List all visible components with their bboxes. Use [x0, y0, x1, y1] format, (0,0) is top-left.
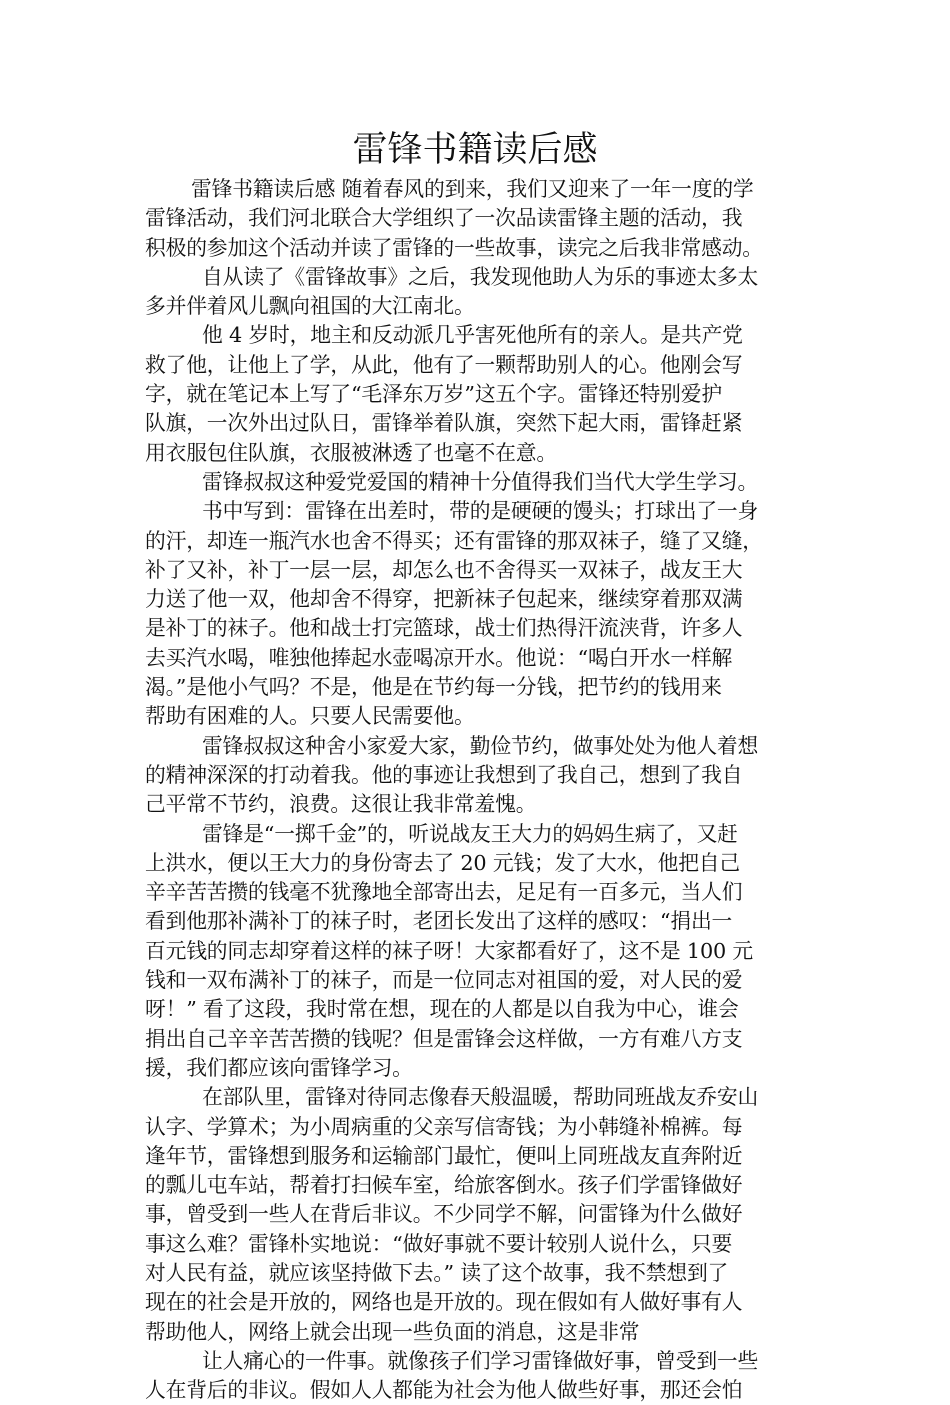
- text-line: 雷锋是“一掷千金”的，听说战友王大力的妈妈生病了，又赶: [202, 821, 738, 846]
- text-line: 事，曾受到一些人在背后非议。不少同学不解，问雷锋为什么做好: [145, 1202, 743, 1227]
- text-line: 救了他，让他上了学，从此，他有了一颗帮助别人的心。他刚会写: [145, 352, 743, 377]
- text-line: 队旗，一次外出过队日，雷锋举着队旗，突然下起大雨，雷锋赶紧: [145, 411, 743, 436]
- text-line: 补了又补，补丁一层一层，却怎么也不舍得买一双袜子，战友王大: [145, 557, 743, 582]
- text-line: 自从读了《雷锋故事》之后，我发现他助人为乐的事迹太多太: [202, 264, 759, 289]
- text-line: 去买汽水喝，唯独他捧起水壶喝凉开水。他说：“喝白开水一样解: [145, 645, 733, 670]
- text-line: 逢年节，雷锋想到服务和运输部门最忙，便叫上同班战友直奔附近: [145, 1143, 743, 1168]
- document-body: [145, 175, 815, 1405]
- text-line: 事这么难？雷锋朴实地说：“做好事就不要计较别人说什么，只要: [145, 1231, 733, 1256]
- text-line: 雷锋书籍读后感 随着春风的到来，我们又迎来了一年一度的学: [191, 177, 754, 201]
- text-line: 己平常不节约，浪费。这很让我非常羞愧。: [145, 792, 537, 817]
- text-line: 辛辛苦苦攒的钱毫不犹豫地全部寄出去，足足有一百多元，当人们: [145, 880, 743, 905]
- text-line: 认字、学算术；为小周病重的父亲写信寄钱；为小韩缝补棉裤。每: [145, 1114, 743, 1139]
- text-line: 现在的社会是开放的，网络也是开放的。现在假如有人做好事有人: [145, 1290, 743, 1315]
- text-line: 积极的参加这个活动并读了雷锋的一些故事，读完之后我非常感动。: [145, 235, 763, 260]
- text-line: 在部队里，雷锋对待同志像春天般温暖，帮助同班战友乔安山: [202, 1085, 759, 1110]
- text-line: 捐出自己辛辛苦苦攒的钱呢？但是雷锋会这样做，一方有难八方支: [145, 1026, 743, 1051]
- text-line: 的瓢儿屯车站，帮着打扫候车室，给旅客倒水。孩子们学雷锋做好: [145, 1173, 743, 1198]
- text-line: 让人痛心的一件事。就像孩子们学习雷锋做好事，曾受到一些: [202, 1348, 759, 1373]
- text-line: 雷锋叔叔这种爱党爱国的精神十分值得我们当代大学生学习。: [202, 469, 759, 494]
- text-line: 上洪水，便以王大力的身份寄去了 20 元钱；发了大水，他把自己: [145, 850, 740, 875]
- text-line: 对人民有益，就应该坚持做下去。” 读了这个故事，我不禁想到了: [145, 1260, 729, 1285]
- text-line: 人在背后的非议。假如人人都能为社会为他人做些好事，那还会怕: [145, 1378, 743, 1403]
- text-line: 书中写到：雷锋在出差时，带的是硬硬的馒头；打球出了一身: [202, 499, 759, 524]
- text-line: 援，我们都应该向雷锋学习。: [145, 1055, 413, 1080]
- text-line: 雷锋活动，我们河北联合大学组织了一次品读雷锋主题的活动，我: [145, 206, 743, 231]
- text-line: 力送了他一双，他却舍不得穿，把新袜子包起来，继续穿着那双满: [145, 587, 743, 612]
- text-line: 多并伴着风儿飘向祖国的大江南北。: [145, 294, 475, 319]
- text-line: 的汗，却连一瓶汽水也舍不得买；还有雷锋的那双袜子，缝了又缝，: [145, 528, 763, 553]
- document-title: 雷锋书籍读后感: [352, 130, 598, 170]
- text-line: 用衣服包住队旗，衣服被淋透了也毫不在意。: [145, 440, 557, 465]
- text-line: 呀！” 看了这段，我时常在想，现在的人都是以自我为中心，谁会: [145, 997, 739, 1022]
- text-line: 字，就在笔记本上写了“毛泽东万岁”这五个字。雷锋还特别爱护: [145, 382, 722, 407]
- text-line: 他 4 岁时，地主和反动派几乎害死他所有的亲人。是共产党: [202, 323, 743, 348]
- text-line: 渴。”是他小气吗？不是，他是在节约每一分钱，把节约的钱用来: [145, 675, 722, 700]
- text-line: 钱和一双布满补丁的袜子，而是一位同志对祖国的爱，对人民的爱: [145, 968, 743, 993]
- text-line: 帮助他人，网络上就会出现一些负面的消息，这是非常: [145, 1319, 640, 1344]
- text-line: 雷锋叔叔这种舍小家爱大家，勤俭节约，做事处处为他人着想: [202, 733, 759, 758]
- text-line: 的精神深深的打动着我。他的事迹让我想到了我自己，想到了我自: [145, 762, 743, 787]
- text-line: 帮助有困难的人。只要人民需要他。: [145, 704, 475, 729]
- text-line: 看到他那补满补丁的袜子时，老团长发出了这样的感叹：“捐出一: [145, 909, 733, 934]
- text-line: 是补丁的袜子。他和战士打完篮球，战士们热得汗流浃背，许多人: [145, 616, 743, 641]
- text-line: 百元钱的同志却穿着这样的袜子呀！大家都看好了，这不是 100 元: [145, 938, 754, 963]
